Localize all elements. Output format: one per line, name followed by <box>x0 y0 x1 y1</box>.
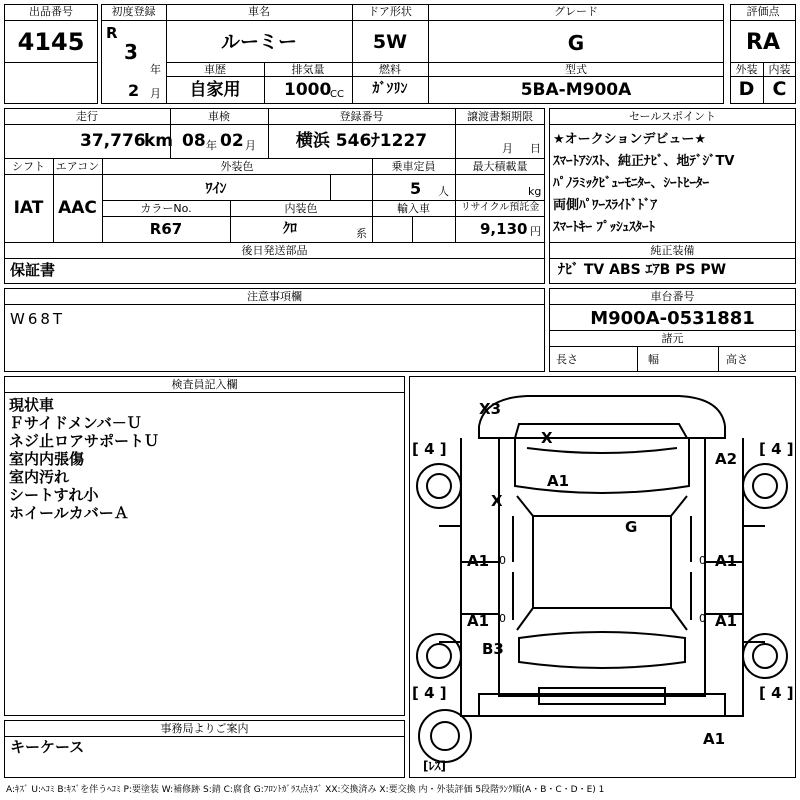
registration-number: 横浜 546ﾅ1227 <box>295 131 428 151</box>
int-color-label: 内装色 <box>284 202 318 215</box>
sales-line: ｽﾏｰﾄｷｰ ﾌﾟｯｼｭｽﾀｰﾄ <box>553 220 656 235</box>
transfer-day-unit: 日 <box>530 142 541 155</box>
fuel-label: 燃料 <box>379 63 401 76</box>
inspector-line: 現状車 <box>9 396 55 414</box>
mileage-unit: km <box>144 131 174 151</box>
lot-label: 出品番号 <box>29 5 73 18</box>
mark-roof: G <box>625 518 638 536</box>
recycle-label: リサイクル預託金 <box>460 202 540 213</box>
model: 5BA-M900A <box>520 80 632 100</box>
car-diagram <box>409 376 796 778</box>
shift-label: シフト <box>12 160 45 173</box>
width-label: 幅 <box>648 353 659 366</box>
door-mark: 0 <box>499 612 506 625</box>
door-mark: 0 <box>699 554 706 567</box>
capacity-label: 乗車定員 <box>391 160 436 173</box>
equipment: ﾅﾋﾞ TV ABS ｴｱB PS PW <box>558 262 727 278</box>
inspector-line: シートすれ小 <box>9 486 99 504</box>
height-label: 高さ <box>726 353 748 366</box>
capacity-unit: 人 <box>438 185 449 198</box>
mark-front-fender-left: X <box>491 492 503 510</box>
shift: IAT <box>13 198 44 218</box>
year-unit: 年 <box>150 63 161 76</box>
lot-number: 4145 <box>17 28 85 56</box>
registration-label: 登録番号 <box>339 110 384 123</box>
int-color: ｸﾛ <box>283 221 297 237</box>
interior-grade: C <box>772 78 787 100</box>
spec-label: 諸元 <box>661 332 684 345</box>
mileage-label: 走行 <box>76 110 98 123</box>
inspector-line: Ｆサイドメンバ－Ｕ <box>9 414 142 432</box>
tire-rear-left: [ 4 ] <box>412 684 447 702</box>
history: 自家用 <box>189 80 241 100</box>
transfer-month-unit: 月 <box>502 142 513 155</box>
ac-label: エアコン <box>55 160 100 173</box>
max-load-label: 最大積載量 <box>472 160 528 173</box>
grade-label: グレード <box>554 5 598 18</box>
mark-front-fender-right: A2 <box>715 450 738 468</box>
chassis-number: M900A-0531881 <box>590 308 755 329</box>
exterior-label: 外装 <box>735 63 758 76</box>
tire-rear-right: [ 4 ] <box>759 684 794 702</box>
mark-front-bumper: X3 <box>479 400 502 418</box>
inspection-month-unit: 月 <box>245 139 256 152</box>
door-type: 5W <box>372 31 408 53</box>
sales-line: ★オークションデビュー★ <box>553 132 707 147</box>
spare-tire: [ﾚｽ] <box>423 759 446 773</box>
max-load-unit: kg <box>528 185 542 198</box>
mark-rear-door-right: A1 <box>715 612 738 630</box>
inspection-year: 08 <box>182 131 206 151</box>
model-label: 型式 <box>565 63 587 76</box>
inspector-line: 室内汚れ <box>9 468 70 486</box>
displacement: 1000 <box>284 80 332 100</box>
door-mark: 0 <box>699 612 706 625</box>
color-no: R67 <box>149 220 183 238</box>
car-name-label: 車名 <box>248 5 270 18</box>
sales-label: セールスポイント <box>628 110 716 123</box>
inspector-line: ホイールカバーＡ <box>9 504 129 522</box>
caution-text: W68T <box>10 310 66 328</box>
exterior-grade: D <box>738 78 755 100</box>
office-text: キーケース <box>10 738 85 756</box>
displacement-label: 排気量 <box>291 63 325 76</box>
ext-color: ﾜｲﾝ <box>205 181 227 197</box>
displacement-unit: CC <box>330 89 344 100</box>
mileage: 37,776 <box>80 131 146 151</box>
mark-front-door-right: A1 <box>715 552 738 570</box>
mark-hood: A1 <box>547 472 570 490</box>
mark-windshield: X <box>541 429 553 447</box>
transfer-deadline-label: 譲渡書類期限 <box>467 110 533 123</box>
mark-rear-bumper: A1 <box>703 730 726 748</box>
later-parts-label: 後日発送部品 <box>241 244 308 257</box>
mark-front-door-left: A1 <box>467 552 490 570</box>
later-parts: 保証書 <box>10 261 56 279</box>
month-unit: 月 <box>150 87 161 100</box>
sales-line: ﾊﾟﾉﾗﾐｯｸﾋﾞｭｰﾓﾆﾀｰ、ｼｰﾄﾋｰﾀｰ <box>553 176 710 191</box>
mark-rear-fender-left: B3 <box>482 640 504 658</box>
chassis-label: 車台番号 <box>650 290 695 303</box>
color-no-label: カラーNo. <box>140 202 192 215</box>
inspection-month: 02 <box>220 131 244 151</box>
door-mark: 0 <box>499 554 506 567</box>
equipment-label: 純正装備 <box>650 244 695 257</box>
first-reg-year: 3 <box>124 40 138 64</box>
inspection-label: 車検 <box>208 110 230 123</box>
tire-front-right: [ 4 ] <box>759 440 794 458</box>
recycle-unit: 円 <box>530 225 541 238</box>
history-label: 車歴 <box>204 63 226 76</box>
inspection-year-unit: 年 <box>206 139 217 152</box>
inspector-notes <box>9 396 159 522</box>
inspector-label: 検査員記入欄 <box>171 378 238 391</box>
first-reg-month: 2 <box>128 81 140 100</box>
recycle-fee: 9,130 <box>480 220 528 238</box>
grade: G <box>567 31 585 55</box>
fuel: ｶﾞｿﾘﾝ <box>372 81 408 97</box>
import-label: 輸入車 <box>397 202 430 215</box>
inspector-line: ネジ止ロアサポートＵ <box>9 432 160 450</box>
int-color-unit: 系 <box>356 227 367 240</box>
ext-color-label: 外装色 <box>220 160 254 173</box>
first-reg-label: 初度登録 <box>111 5 156 18</box>
inspector-line: 室内内張傷 <box>9 450 85 468</box>
air-conditioner: AAC <box>58 198 97 218</box>
length-label: 長さ <box>556 353 578 366</box>
car-name: ルーミー <box>220 31 297 53</box>
capacity: 5 <box>410 179 422 198</box>
interior-label: 内装 <box>768 63 791 76</box>
tire-front-left: [ 4 ] <box>412 440 447 458</box>
legend-footer: A:ｷｽﾞ U:ﾍｺﾐ B:ｷｽﾞを伴うﾍｺﾐ P:要塗装 W:補修跡 S:錆 C:腐食 G:ﾌﾛﾝﾄｶﾞﾗｽ点ｷｽﾞ XX:交換済み X:要交換 内・外装評価 5段階ﾗﾝｸ順(A・B・C・D・E) 1 <box>6 785 605 795</box>
caution-label: 注意事項欄 <box>247 290 302 303</box>
sales-points <box>553 129 734 239</box>
score: RA <box>746 30 780 55</box>
score-label: 評価点 <box>746 5 780 18</box>
era: R <box>106 24 118 42</box>
sales-line: ｽﾏｰﾄｱｼｽﾄ、純正ﾅﾋﾞ、地ﾃﾞｼﾞTV <box>553 154 735 169</box>
mark-rear-door-left: A1 <box>467 612 490 630</box>
office-label: 事務局よりご案内 <box>160 722 249 735</box>
door-label: ドア形状 <box>368 5 412 18</box>
sales-line: 両側ﾊﾟﾜｰｽﾗｲﾄﾞﾄﾞｱ <box>553 198 658 213</box>
